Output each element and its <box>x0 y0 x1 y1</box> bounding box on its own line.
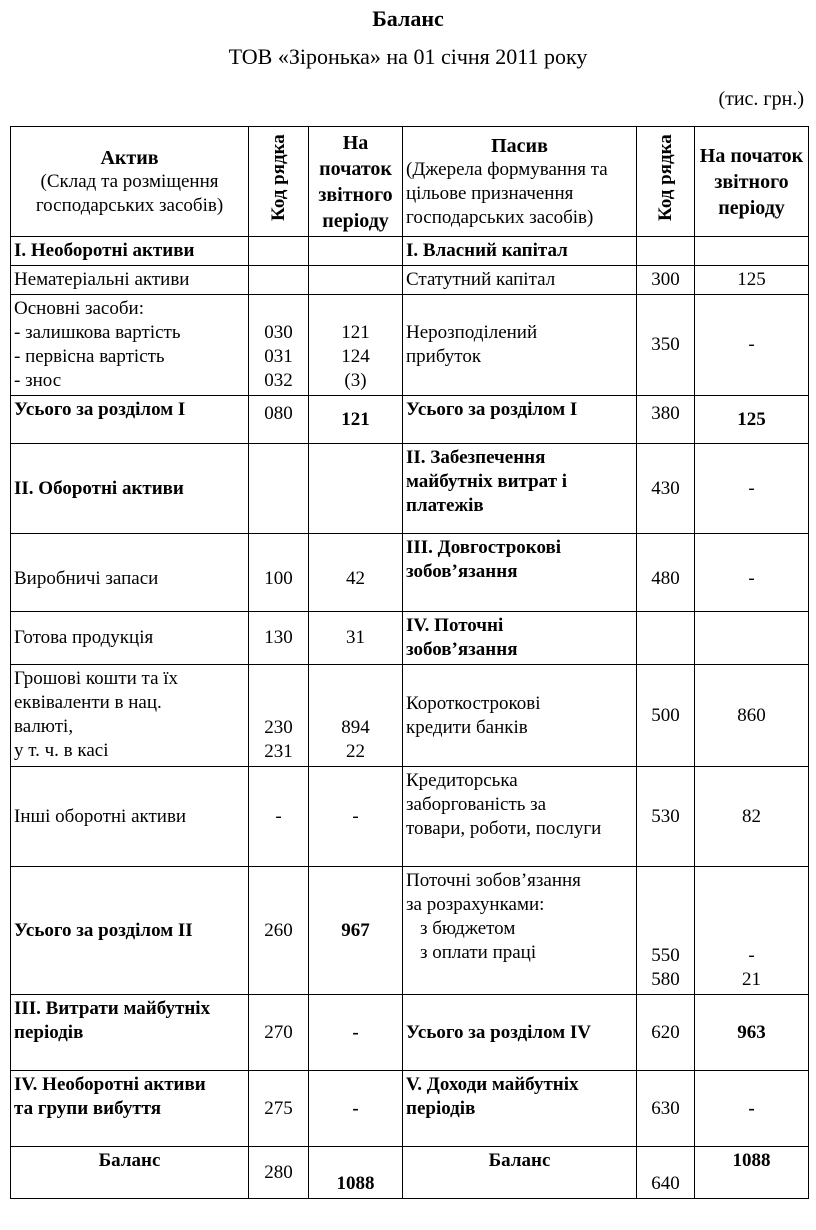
liability-code: 300 <box>637 266 695 295</box>
asset-value-line: 894 <box>341 717 370 738</box>
liability-value <box>695 867 809 995</box>
asset-value-line: 121 <box>341 322 370 343</box>
table-row <box>11 444 809 534</box>
asset-total-label: Баланс <box>11 1147 249 1199</box>
liability-code-header <box>637 127 695 237</box>
asset-value-line: (3) <box>344 370 367 391</box>
liability-value: 125 <box>695 396 809 444</box>
liability-value: - <box>695 444 809 534</box>
empty-cell <box>309 266 403 295</box>
liability-code: 430 <box>637 444 695 534</box>
liability-subtotal-label: Усього за розділом IV <box>403 995 637 1071</box>
liability-value: - <box>695 534 809 612</box>
table-row <box>11 237 809 266</box>
liability-header <box>403 127 637 237</box>
liability-label: Статутний капітал <box>403 266 637 295</box>
asset-value <box>309 665 403 767</box>
asset-label <box>11 665 249 767</box>
asset-label-line: - залишкова вартість <box>14 322 181 343</box>
table-header-row <box>11 127 809 237</box>
asset-start-header: На початок звітного періоду <box>309 127 403 237</box>
liability-label-line: Поточні зобов’язання <box>406 870 581 891</box>
asset-value-line: 124 <box>341 346 370 367</box>
empty-cell <box>249 237 309 266</box>
liability-label <box>403 295 637 396</box>
liability-label-line: IV. Поточні <box>406 615 504 636</box>
liability-header-title: Пасив <box>491 134 548 157</box>
liability-section-2 <box>403 444 637 534</box>
empty-cell <box>249 444 309 534</box>
liability-code: 350 <box>637 295 695 396</box>
liability-section-4 <box>403 612 637 665</box>
asset-label: Виробничі запаси <box>11 534 249 612</box>
asset-label: Готова продукція <box>11 612 249 665</box>
asset-value: 31 <box>309 612 403 665</box>
liability-label-line: періодів <box>406 1098 476 1119</box>
asset-label <box>11 295 249 396</box>
liability-code <box>637 867 695 995</box>
asset-label: Нематеріальні активи <box>11 266 249 295</box>
liability-value: - <box>695 1071 809 1147</box>
asset-code: 260 <box>249 867 309 995</box>
liability-label-line: платежів <box>406 495 484 516</box>
asset-label-line: у т. ч. в касі <box>14 740 109 761</box>
liability-code: 620 <box>637 995 695 1071</box>
asset-label-line: - первісна вартість <box>14 346 165 367</box>
liability-start-header: На початок звітного періоду <box>695 127 809 237</box>
asset-label: Інші оборотні активи <box>11 767 249 867</box>
asset-value <box>309 295 403 396</box>
asset-code: 275 <box>249 1071 309 1147</box>
empty-cell <box>309 237 403 266</box>
asset-code: 270 <box>249 995 309 1071</box>
table-row <box>11 534 809 612</box>
liability-label-line: III. Довгострокові <box>406 537 562 558</box>
liability-header-subtitle: (Джерела формування та цільове призначення господарських засобів) <box>406 158 608 228</box>
asset-code: - <box>249 767 309 867</box>
asset-code: 080 <box>249 396 309 444</box>
asset-label-line: періодів <box>14 1022 84 1043</box>
liability-label <box>403 665 637 767</box>
asset-code-line: 231 <box>264 741 293 762</box>
empty-cell <box>637 237 695 266</box>
asset-code-line: 030 <box>264 322 293 343</box>
liability-label-line: з бюджетом <box>420 918 516 939</box>
liability-label-line: майбутніх витрат і <box>406 471 568 492</box>
liability-label-line: Нерозподілений <box>406 322 538 343</box>
liability-label <box>403 867 637 995</box>
asset-label-line: та групи вибуття <box>14 1098 162 1119</box>
asset-header-title: Актив <box>100 146 159 169</box>
liability-label-line: кредити банків <box>406 716 528 738</box>
liability-section-3 <box>403 534 637 612</box>
table-row <box>11 995 809 1071</box>
liability-code: 500 <box>637 665 695 767</box>
asset-value: - <box>309 1071 403 1147</box>
liability-label-line: за розрахунками: <box>406 894 545 915</box>
asset-value: - <box>309 995 403 1071</box>
asset-code: 100 <box>249 534 309 612</box>
empty-cell <box>309 444 403 534</box>
asset-label-line: еквіваленти в нац. <box>14 692 162 713</box>
liability-value-line: - <box>748 945 755 966</box>
liability-label-line: зобов’язання <box>406 639 518 660</box>
liability-subtotal-label: Усього за розділом I <box>403 396 637 444</box>
liability-code: 630 <box>637 1071 695 1147</box>
asset-value: 967 <box>309 867 403 995</box>
asset-section-2: II. Оборотні активи <box>11 444 249 534</box>
table-row <box>11 1147 809 1199</box>
asset-code: 280 <box>249 1147 309 1199</box>
asset-code-line: 230 <box>264 717 293 738</box>
liability-label-line: з оплати праці <box>420 942 537 963</box>
asset-value-line: 22 <box>346 741 365 762</box>
asset-header <box>11 127 249 237</box>
units-label: (тис. грн.) <box>718 88 804 110</box>
liability-code: 640 <box>637 1147 695 1199</box>
table-row <box>11 612 809 665</box>
asset-label-line: Основні засоби: <box>14 298 144 319</box>
document-subtitle: ТОВ «Зіронька» на 01 січня 2011 року <box>228 44 588 69</box>
asset-label-line: III. Витрати майбутніх <box>14 998 211 1019</box>
asset-subtotal-label: Усього за розділом I <box>11 396 249 444</box>
asset-subtotal-label: Усього за розділом II <box>11 867 249 995</box>
empty-cell <box>695 612 809 665</box>
asset-section-1: I. Необоротні активи <box>11 237 249 266</box>
empty-cell <box>249 266 309 295</box>
table-row <box>11 266 809 295</box>
asset-value: 42 <box>309 534 403 612</box>
asset-value: - <box>309 767 403 867</box>
empty-cell <box>695 237 809 266</box>
liability-label-line: Короткострокові <box>406 692 541 714</box>
table-row <box>11 867 809 995</box>
asset-label-line: IV. Необоротні активи <box>14 1074 206 1095</box>
liability-code: 530 <box>637 767 695 867</box>
liability-value: 125 <box>695 266 809 295</box>
table-row <box>11 396 809 444</box>
asset-code-line: 031 <box>264 346 293 367</box>
empty-cell <box>637 612 695 665</box>
asset-section-3 <box>11 995 249 1071</box>
liability-label <box>403 767 637 867</box>
asset-code: 130 <box>249 612 309 665</box>
table-row <box>11 665 809 767</box>
document-title: Баланс <box>372 6 444 31</box>
liability-value: 1088 <box>695 1147 809 1199</box>
table-row <box>11 295 809 396</box>
liability-label-line: товари, роботи, послуги <box>406 818 602 839</box>
liability-label-line: зобов’язання <box>406 561 518 582</box>
asset-value: 121 <box>309 396 403 444</box>
table-row <box>11 767 809 867</box>
liability-value: 963 <box>695 995 809 1071</box>
liability-code: 380 <box>637 396 695 444</box>
asset-code-header <box>249 127 309 237</box>
asset-header-subtitle: (Склад та розміщення господарських засобів) <box>35 170 224 216</box>
liability-label-line: прибуток <box>406 346 482 367</box>
liability-value: 860 <box>695 665 809 767</box>
code-header-label: Код рядка <box>267 134 289 222</box>
asset-code <box>249 665 309 767</box>
liability-code-line: 550 <box>651 945 680 966</box>
liability-label-line: Кредиторська <box>406 770 518 791</box>
asset-label-line: Грошові кошти та їх <box>14 668 179 689</box>
asset-label-line: валюті, <box>14 716 74 737</box>
liability-section-5 <box>403 1071 637 1147</box>
asset-section-4 <box>11 1071 249 1147</box>
liability-total-label: Баланс <box>403 1147 637 1199</box>
balance-table <box>10 126 809 1199</box>
liability-label-line: V. Доходи майбутніх <box>406 1074 579 1095</box>
liability-value: 82 <box>695 767 809 867</box>
liability-code-line: 580 <box>651 969 680 990</box>
liability-section-1: I. Власний капітал <box>403 237 637 266</box>
liability-value-line: 21 <box>742 969 761 990</box>
liability-label-line: II. Забезпечення <box>406 447 546 468</box>
code-header-label: Код рядка <box>654 134 676 222</box>
liability-label-line: заборгованість за <box>406 794 547 815</box>
asset-value: 1088 <box>309 1147 403 1199</box>
asset-label-line: - знос <box>14 370 62 391</box>
asset-code <box>249 295 309 396</box>
asset-code-line: 032 <box>264 370 293 391</box>
liability-value: - <box>695 295 809 396</box>
table-row <box>11 1071 809 1147</box>
liability-code: 480 <box>637 534 695 612</box>
